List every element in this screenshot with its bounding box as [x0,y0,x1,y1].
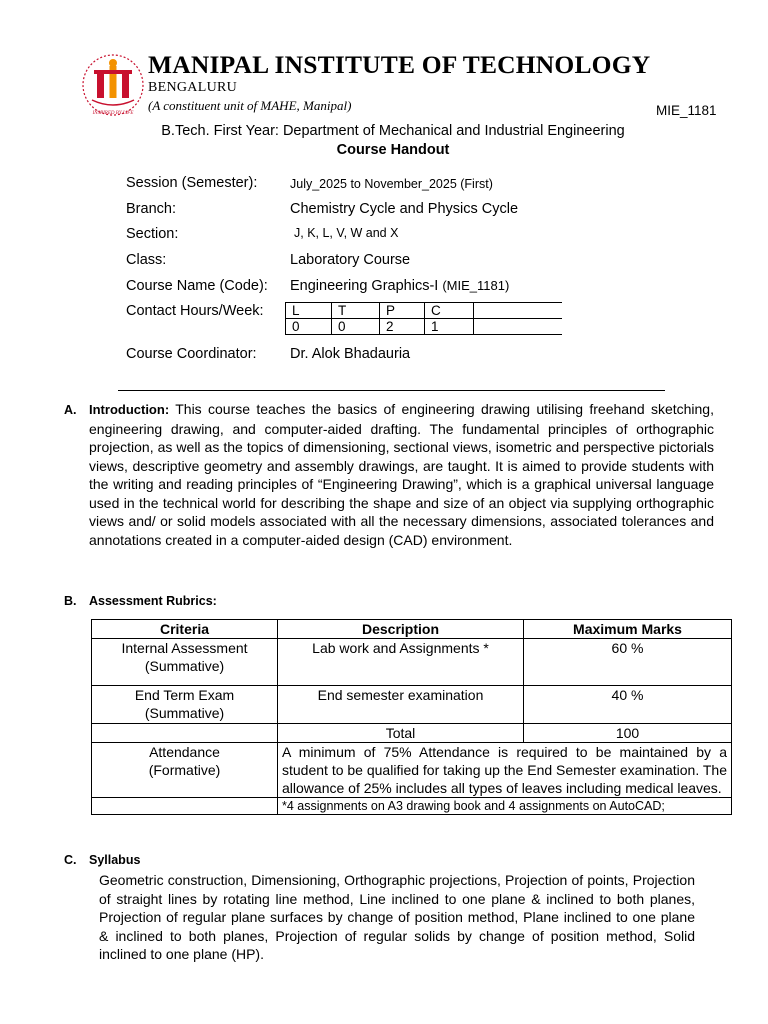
rubrics-title: Assessment Rubrics: [89,594,217,608]
intro-letter: A. [64,403,77,417]
course-name-code: (MIE_1181) [442,278,510,293]
course-name-label: Course Name (Code): [126,278,268,294]
rubrics-table [91,619,732,815]
criteria-line: (Summative) [144,658,225,674]
branch-label: Branch: [126,201,176,217]
ltpc-value-row [286,319,563,335]
criteria-line: Internal Assessment [121,640,248,656]
institute-subtitle: (A constituent unit of MAHE, Manipal) [148,98,352,113]
intro-text: This course teaches the basics of engineering drawing utilising freehand sketching, engineering drawing, and computer-aided drafting. The fundamental principles of orthographic projection, as well as the topics of dimensioning, sectional views, isometric and perspective pictorials views, descriptive geometry and assembly drawings, are taught. It is aimed to provide students with the writing and reading principles of “Engineering Drawing”, which is a graphical universal language used in the technical world for describing the shape and size of an object via supplying orthographic views and/ or solid models associated with all the necessary dimensions, associated tolerances and annotations created in a computer-aided design (CAD) environment. [89,401,714,548]
total-empty-cell [92,724,278,743]
rubrics-letter: B. [64,594,77,608]
ltpc-blank [474,303,563,319]
ltpc-header-p: P [380,303,425,319]
ltpc-header-t: T [332,303,380,319]
criteria-cell [92,686,278,724]
class-label: Class: [126,252,167,268]
class-value: Laboratory Course [290,252,411,268]
department-line: B.Tech. First Year: Department of Mechanical and Industrial Engineering [161,123,625,139]
syllabus-title: Syllabus [89,853,141,867]
total-row [92,724,732,743]
institute-logo [80,52,146,118]
course-name-value [290,278,509,294]
syllabus-text: Geometric construction, Dimensioning, Orthographic projections, Projection of points, Projection of straight lines by rotating line method, Line inclined to one plane & inclined to both planes, Projection of regular plane surfaces by change of position method, Plane inclined to one plane & inclined to both planes, Projection of regular solids by change of position method, Solid inclined to one plane (HP). [99,872,695,962]
marks-cell: 60 % [524,639,732,686]
ltpc-value-p: 2 [380,319,425,335]
coordinator-value: Dr. Alok Bhadauria [290,346,411,362]
description-cell: End semester examination [278,686,524,724]
section-label: Section: [126,226,179,242]
assignments-footnote: *4 assignments on A3 drawing book and 4 assignments on AutoCAD; [278,798,732,815]
divider-rule [118,390,665,391]
syllabus-letter: C. [64,853,77,867]
ltpc-value-t: 0 [332,319,380,335]
section-value: J, K, L, V, W and X [294,226,399,240]
ltpc-header-l: L [286,303,332,319]
criteria-line: Attendance [149,744,220,760]
table-row [92,686,732,724]
table-row [92,639,732,686]
ltpc-header-c: C [425,303,474,319]
course-code-tag: MIE_1181 [656,103,717,118]
rubrics-header-criteria: Criteria [92,620,278,639]
document-title: Course Handout [336,142,450,158]
footnote-empty-cell [92,798,278,815]
attendance-text: A minimum of 75% Attendance is required to be maintained by a student to be qualified for taking up the End Semester examination. The allowance of 25% includes all types of leaves including medical leaves. [278,743,732,798]
logo-motto: INSPIRED BY LIFE [92,111,134,116]
criteria-line: (Summative) [144,705,225,721]
total-label: Total [278,724,524,743]
criteria-cell [92,639,278,686]
ltpc-value-c: 1 [425,319,474,335]
rubrics-header-description: Description [278,620,524,639]
branch-value: Chemistry Cycle and Physics Cycle [290,201,519,217]
total-value: 100 [524,724,732,743]
attendance-criteria [92,743,278,798]
rubrics-header-row [92,620,732,639]
criteria-line: End Term Exam [134,687,235,703]
description-cell: Lab work and Assignments * [278,639,524,686]
marks-cell: 40 % [524,686,732,724]
footnote-row [92,798,732,815]
attendance-row [92,743,732,798]
coordinator-label: Course Coordinator: [126,346,257,362]
ltpc-blank-2 [474,319,563,335]
session-label: Session (Semester): [126,175,258,191]
ltpc-value-l: 0 [286,319,332,335]
rubrics-header-marks: Maximum Marks [524,620,732,639]
institute-name: MANIPAL INSTITUTE OF TECHNOLOGY [148,50,651,79]
intro-lead: Introduction: [89,402,170,417]
contact-hours-table [285,302,562,335]
criteria-line: (Formative) [148,762,221,778]
intro-paragraph [89,400,714,549]
session-value: July_2025 to November_2025 (First) [290,177,493,191]
course-name-main: Engineering Graphics-I [290,278,443,294]
ltpc-header-row [286,303,563,319]
institute-city: BENGALURU [148,80,238,95]
contact-hours-label: Contact Hours/Week: [126,303,264,319]
